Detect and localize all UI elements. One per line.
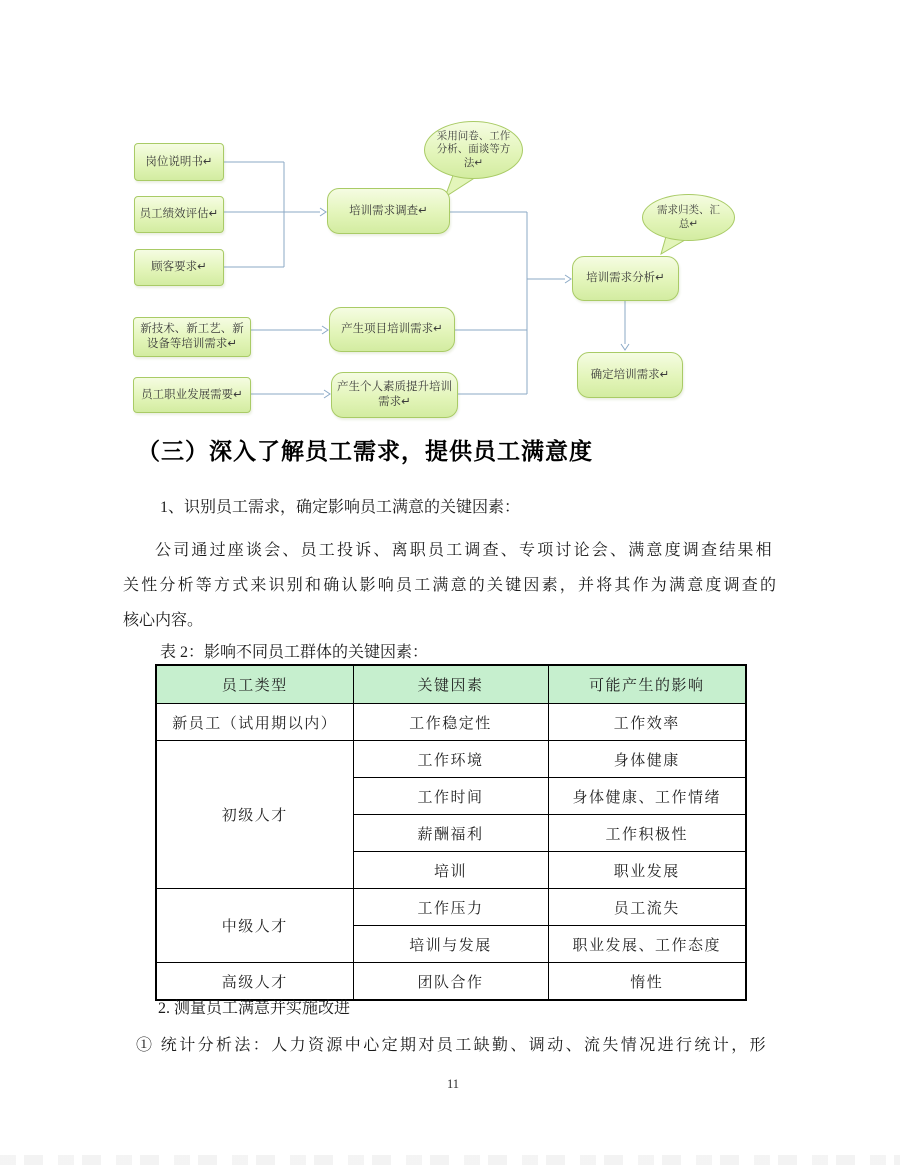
- paragraph-body-line-1: 公司通过座谈会、员工投诉、离职员工调查、专项讨论会、满意度调查结果相: [155, 542, 774, 559]
- cell-employee-type: 初级人才: [156, 741, 353, 889]
- cell-key-factor: 工作压力: [353, 889, 548, 926]
- cell-key-factor: 工作时间: [353, 778, 548, 815]
- cell-impact: 身体健康: [548, 741, 746, 778]
- flow-box-performance-eval: 员工绩效评估↵: [134, 196, 224, 233]
- paragraph-item-2: 2. 测量员工满意并实施改进: [158, 1000, 351, 1017]
- flow-box-confirm-training-needs: 确定培训需求↵: [577, 352, 683, 398]
- flow-box-training-needs-survey: 培训需求调查↵: [327, 188, 450, 234]
- paragraph-body-line-2: 关性分析等方式来识别和确认影响员工满意的关键因素，并将其作为满意度调查的: [123, 577, 779, 594]
- table-caption: 表 2：影响不同员工群体的关键因素：: [160, 644, 429, 661]
- section-heading: （三）深入了解员工需求，提供员工满意度: [137, 438, 593, 464]
- cell-key-factor: 工作稳定性: [353, 704, 548, 741]
- cell-key-factor: 薪酬福利: [353, 815, 548, 852]
- key-factors-table: [155, 664, 747, 1001]
- cell-key-factor: 培训与发展: [353, 926, 548, 963]
- header-possible-impact: 可能产生的影响: [548, 665, 746, 704]
- cell-impact: 工作效率: [548, 704, 746, 741]
- cell-key-factor: 工作环境: [353, 741, 548, 778]
- table-row: [156, 741, 746, 778]
- cell-employee-type: 高级人才: [156, 963, 353, 1001]
- flow-box-training-needs-analysis: 培训需求分析↵: [572, 256, 679, 301]
- flow-callout-survey-methods: 采用问卷、工作分析、面谈等方法↵: [424, 121, 523, 179]
- table-row: [156, 889, 746, 926]
- cell-impact: 工作积极性: [548, 815, 746, 852]
- cell-impact: 惰性: [548, 963, 746, 1001]
- paragraph-body-line-3: 核心内容。: [123, 612, 204, 629]
- cell-key-factor: 培训: [353, 852, 548, 889]
- cell-employee-type: 中级人才: [156, 889, 353, 963]
- flow-box-project-training-needs: 产生项目培训需求↵: [329, 307, 455, 352]
- flow-box-customer-requirements: 顾客要求↵: [134, 249, 224, 286]
- flow-box-career-development: 员工职业发展需要↵: [133, 377, 251, 413]
- flow-callout-classify-summarize: 需求归类、汇总↵: [642, 194, 735, 241]
- flow-box-personal-training-needs: 产生个人素质提升培训需求↵: [331, 372, 458, 418]
- header-key-factor: 关键因素: [353, 665, 548, 704]
- paragraph-item-3: ① 统计分析法：人力资源中心定期对员工缺勤、调动、流失情况进行统计，形: [136, 1037, 769, 1054]
- page-bottom-artifact: [0, 1155, 900, 1165]
- page-number: 11: [446, 1077, 460, 1091]
- flow-box-job-description: 岗位说明书↵: [134, 143, 224, 181]
- table-row: [156, 704, 746, 741]
- table-header-row: [156, 665, 746, 704]
- cell-impact: 身体健康、工作情绪: [548, 778, 746, 815]
- cell-employee-type: 新员工（试用期以内）: [156, 704, 353, 741]
- cell-impact: 职业发展、工作态度: [548, 926, 746, 963]
- cell-impact: 职业发展: [548, 852, 746, 889]
- flow-box-new-technology-needs: 新技术、新工艺、新设备等培训需求↵: [133, 317, 251, 357]
- header-employee-type: 员工类型: [156, 665, 353, 704]
- paragraph-item-1: 1、识别员工需求，确定影响员工满意的关键因素：: [160, 499, 521, 516]
- cell-key-factor: 团队合作: [353, 963, 548, 1001]
- cell-impact: 员工流失: [548, 889, 746, 926]
